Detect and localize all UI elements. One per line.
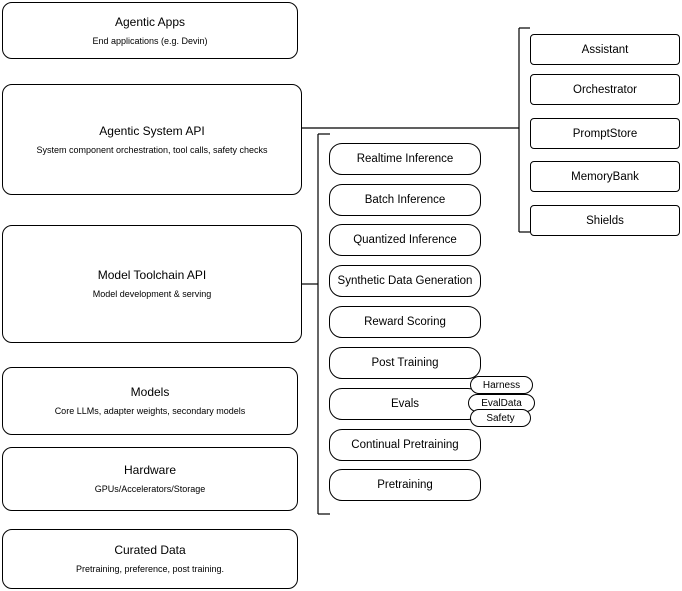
layer-agentic-apps[interactable]	[2, 2, 298, 59]
system-component-label: Assistant	[581, 43, 629, 56]
toolchain-item-label: Synthetic Data Generation	[337, 275, 473, 287]
layer-title: Curated Data	[114, 543, 186, 557]
system-component-orchestrator[interactable]	[530, 74, 680, 105]
toolchain-item-label: Realtime Inference	[356, 153, 454, 165]
eval-pill-safety[interactable]	[470, 409, 531, 427]
eval-pill-label: Safety	[486, 412, 515, 424]
layer-subtitle: Pretraining, preference, post training.	[75, 564, 225, 574]
layer-title: Hardware	[123, 463, 177, 477]
layer-subtitle: End applications (e.g. Devin)	[92, 35, 208, 46]
toolchain-item-evals[interactable]	[329, 388, 481, 420]
toolchain-item-label: Post Training	[371, 357, 439, 369]
toolchain-item-continual-pretraining[interactable]	[329, 429, 481, 461]
system-component-label: PromptStore	[572, 127, 638, 140]
toolchain-item-label: Evals	[390, 398, 420, 410]
toolchain-item-batch-inference[interactable]	[329, 184, 481, 216]
system-component-label: Orchestrator	[573, 83, 637, 96]
system-component-label: Shields	[586, 214, 624, 227]
layer-title: Agentic System API	[99, 123, 205, 138]
toolchain-item-pretraining[interactable]	[329, 469, 481, 501]
layer-agentic-system-api[interactable]	[2, 84, 302, 195]
toolchain-item-post-training[interactable]	[329, 347, 481, 379]
toolchain-item-quantized-inference[interactable]	[329, 224, 481, 256]
layer-subtitle: Core LLMs, adapter weights, secondary models	[54, 406, 246, 416]
layer-title: Agentic Apps	[114, 14, 186, 29]
system-component-memorybank[interactable]	[530, 161, 680, 192]
eval-pill-label: Harness	[482, 379, 521, 391]
layer-models[interactable]	[2, 367, 298, 435]
eval-pill-label: EvalData	[481, 397, 522, 409]
toolchain-item-realtime-inference[interactable]	[329, 143, 481, 175]
layer-title: Model Toolchain API	[97, 268, 207, 282]
system-component-assistant[interactable]	[530, 34, 680, 65]
toolchain-item-label: Batch Inference	[364, 194, 446, 206]
system-component-shields[interactable]	[530, 205, 680, 236]
layer-subtitle: Model development & serving	[92, 289, 212, 299]
toolchain-item-synthetic-data-generation[interactable]	[329, 265, 481, 297]
layer-hardware[interactable]	[2, 447, 298, 511]
toolchain-item-label: Quantized Inference	[353, 234, 457, 246]
layer-subtitle: System component orchestration, tool calls, safety checks	[36, 144, 268, 155]
toolchain-item-label: Continual Pretraining	[351, 439, 459, 451]
layer-model-toolchain-api[interactable]	[2, 225, 302, 343]
layer-subtitle: GPUs/Accelerators/Storage	[94, 484, 206, 494]
layer-title: Models	[130, 385, 170, 399]
system-component-label: MemoryBank	[571, 170, 639, 183]
toolchain-item-label: Pretraining	[377, 479, 433, 491]
eval-pill-harness[interactable]	[470, 376, 533, 394]
toolchain-item-reward-scoring[interactable]	[329, 306, 481, 338]
system-component-promptstore[interactable]	[530, 118, 680, 149]
layer-curated-data[interactable]	[2, 529, 298, 589]
toolchain-item-label: Reward Scoring	[364, 316, 446, 328]
